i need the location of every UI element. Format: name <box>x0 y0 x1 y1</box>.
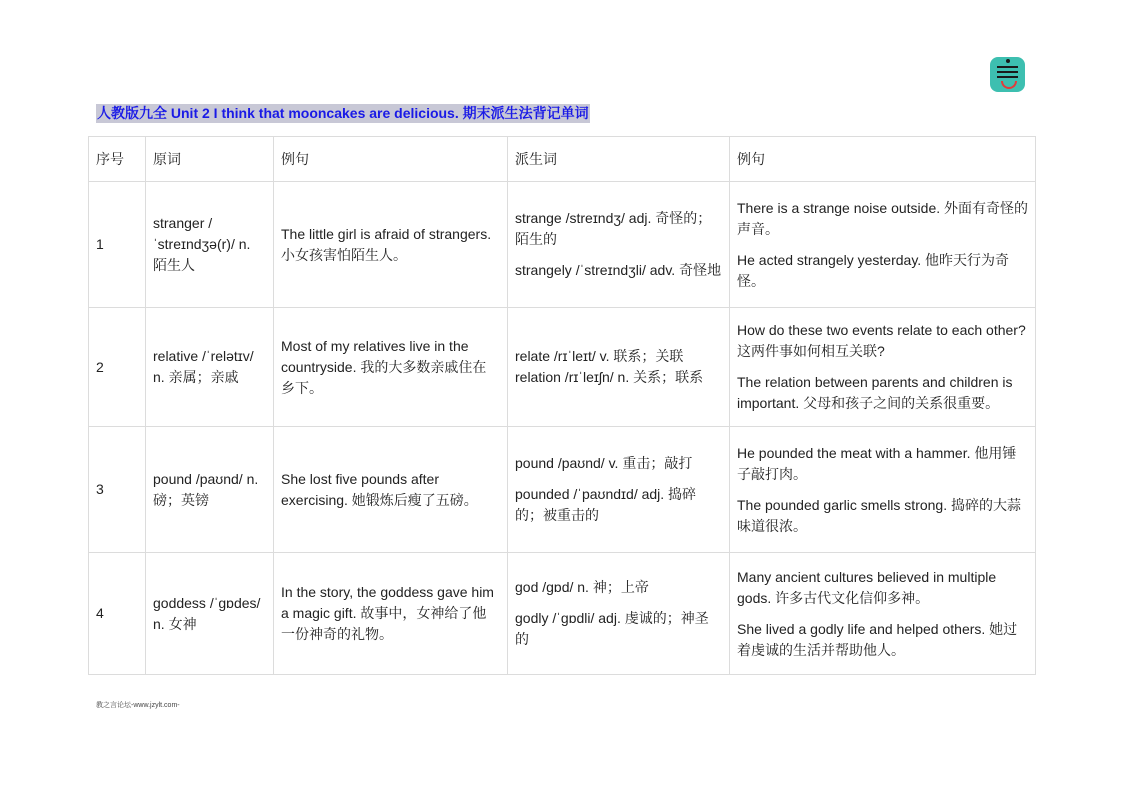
example-cell: In the story, the goddess gave him a magic gift. 故事中，女神给了他一份神奇的礼物。 <box>274 553 508 675</box>
derived-word: godly /ˈɡɒdli/ adj. 虔诚的；神圣的 <box>515 610 709 647</box>
table-row <box>89 308 1036 427</box>
derived-example-cell <box>730 427 1036 553</box>
table-row <box>89 553 1036 675</box>
table-row <box>89 427 1036 553</box>
derived-example: She lived a godly life and helped others. 她过着虔诚的生活并帮助他人。 <box>737 620 1018 658</box>
derived-word: strange /streɪndʒ/ adj. 奇怪的；陌生的 <box>515 210 712 247</box>
header-example: 例句 <box>274 137 508 182</box>
vocabulary-table <box>88 136 1036 675</box>
header-number: 序号 <box>89 137 146 182</box>
header-derived-example: 例句 <box>730 137 1036 182</box>
word-cell: relative /ˈrelətɪv/ n. 亲属；亲戚 <box>146 308 274 427</box>
row-number: 3 <box>89 427 146 553</box>
example-cell: She lost five pounds after exercising. 她锻炼后瘦了五磅。 <box>274 427 508 553</box>
derived-cell <box>508 182 730 308</box>
row-number: 2 <box>89 308 146 427</box>
derived-word: god /ɡɒd/ n. 神；上帝 <box>515 579 649 595</box>
header-word: 原词 <box>146 137 274 182</box>
derived-example: The relation between parents and children is important. 父母和孩子之间的关系很重要。 <box>737 374 1013 411</box>
derived-example: Many ancient cultures believed in multiple gods. 许多古代文化信仰多神。 <box>737 568 997 606</box>
derived-example-cell <box>730 553 1036 675</box>
derived-example: The pounded garlic smells strong. 捣碎的大蒜味道很浓。 <box>737 496 1021 534</box>
derived-word: relate /rɪˈleɪt/ v. 联系；关联 relation /rɪˈleɪʃn/ n. 关系；联系 <box>515 348 704 385</box>
derived-example-cell <box>730 308 1036 427</box>
derived-example: He pounded the meat with a hammer. 他用锤子敲打肉。 <box>737 444 1017 482</box>
table-row <box>89 182 1036 308</box>
row-number: 1 <box>89 182 146 308</box>
derived-cell <box>508 308 730 427</box>
derived-example: He acted strangely yesterday. 他昨天行为奇怪。 <box>737 251 1010 289</box>
example-cell: Most of my relatives live in the countryside. 我的大多数亲戚住在乡下。 <box>274 308 508 427</box>
example-cell: The little girl is afraid of strangers. 小女孩害怕陌生人。 <box>274 182 508 308</box>
derived-word: pound /paʊnd/ v. 重击；敲打 <box>515 455 693 471</box>
derived-example: How do these two events relate to each other? 这两件事如何相互关联? <box>737 322 1026 359</box>
table-header-row <box>89 137 1036 182</box>
derived-cell <box>508 427 730 553</box>
derived-word: pounded /ˈpaʊndɪd/ adj. 捣碎的；被重击的 <box>515 486 697 523</box>
word-cell: stranger /ˈstreɪndʒə(r)/ n. 陌生人 <box>146 182 274 308</box>
document-title: 人教版九全 Unit 2 I think that mooncakes are delicious. 期末派生法背记单词 <box>97 105 589 121</box>
row-number: 4 <box>89 553 146 675</box>
derived-word: strangely /ˈstreɪndʒli/ adv. 奇怪地 <box>515 262 722 278</box>
derived-cell <box>508 553 730 675</box>
word-cell: goddess /ˈɡɒdes/ n. 女神 <box>146 553 274 675</box>
word-cell: pound /paʊnd/ n. 磅；英镑 <box>146 427 274 553</box>
footer-source: 教之言论坛-www.jzylt.com- <box>96 702 180 709</box>
derived-example-cell <box>730 182 1036 308</box>
derived-example: There is a strange noise outside. 外面有奇怪的声音。 <box>737 199 1029 237</box>
header-derived: 派生词 <box>508 137 730 182</box>
jzylt-logo-icon <box>990 57 1025 92</box>
